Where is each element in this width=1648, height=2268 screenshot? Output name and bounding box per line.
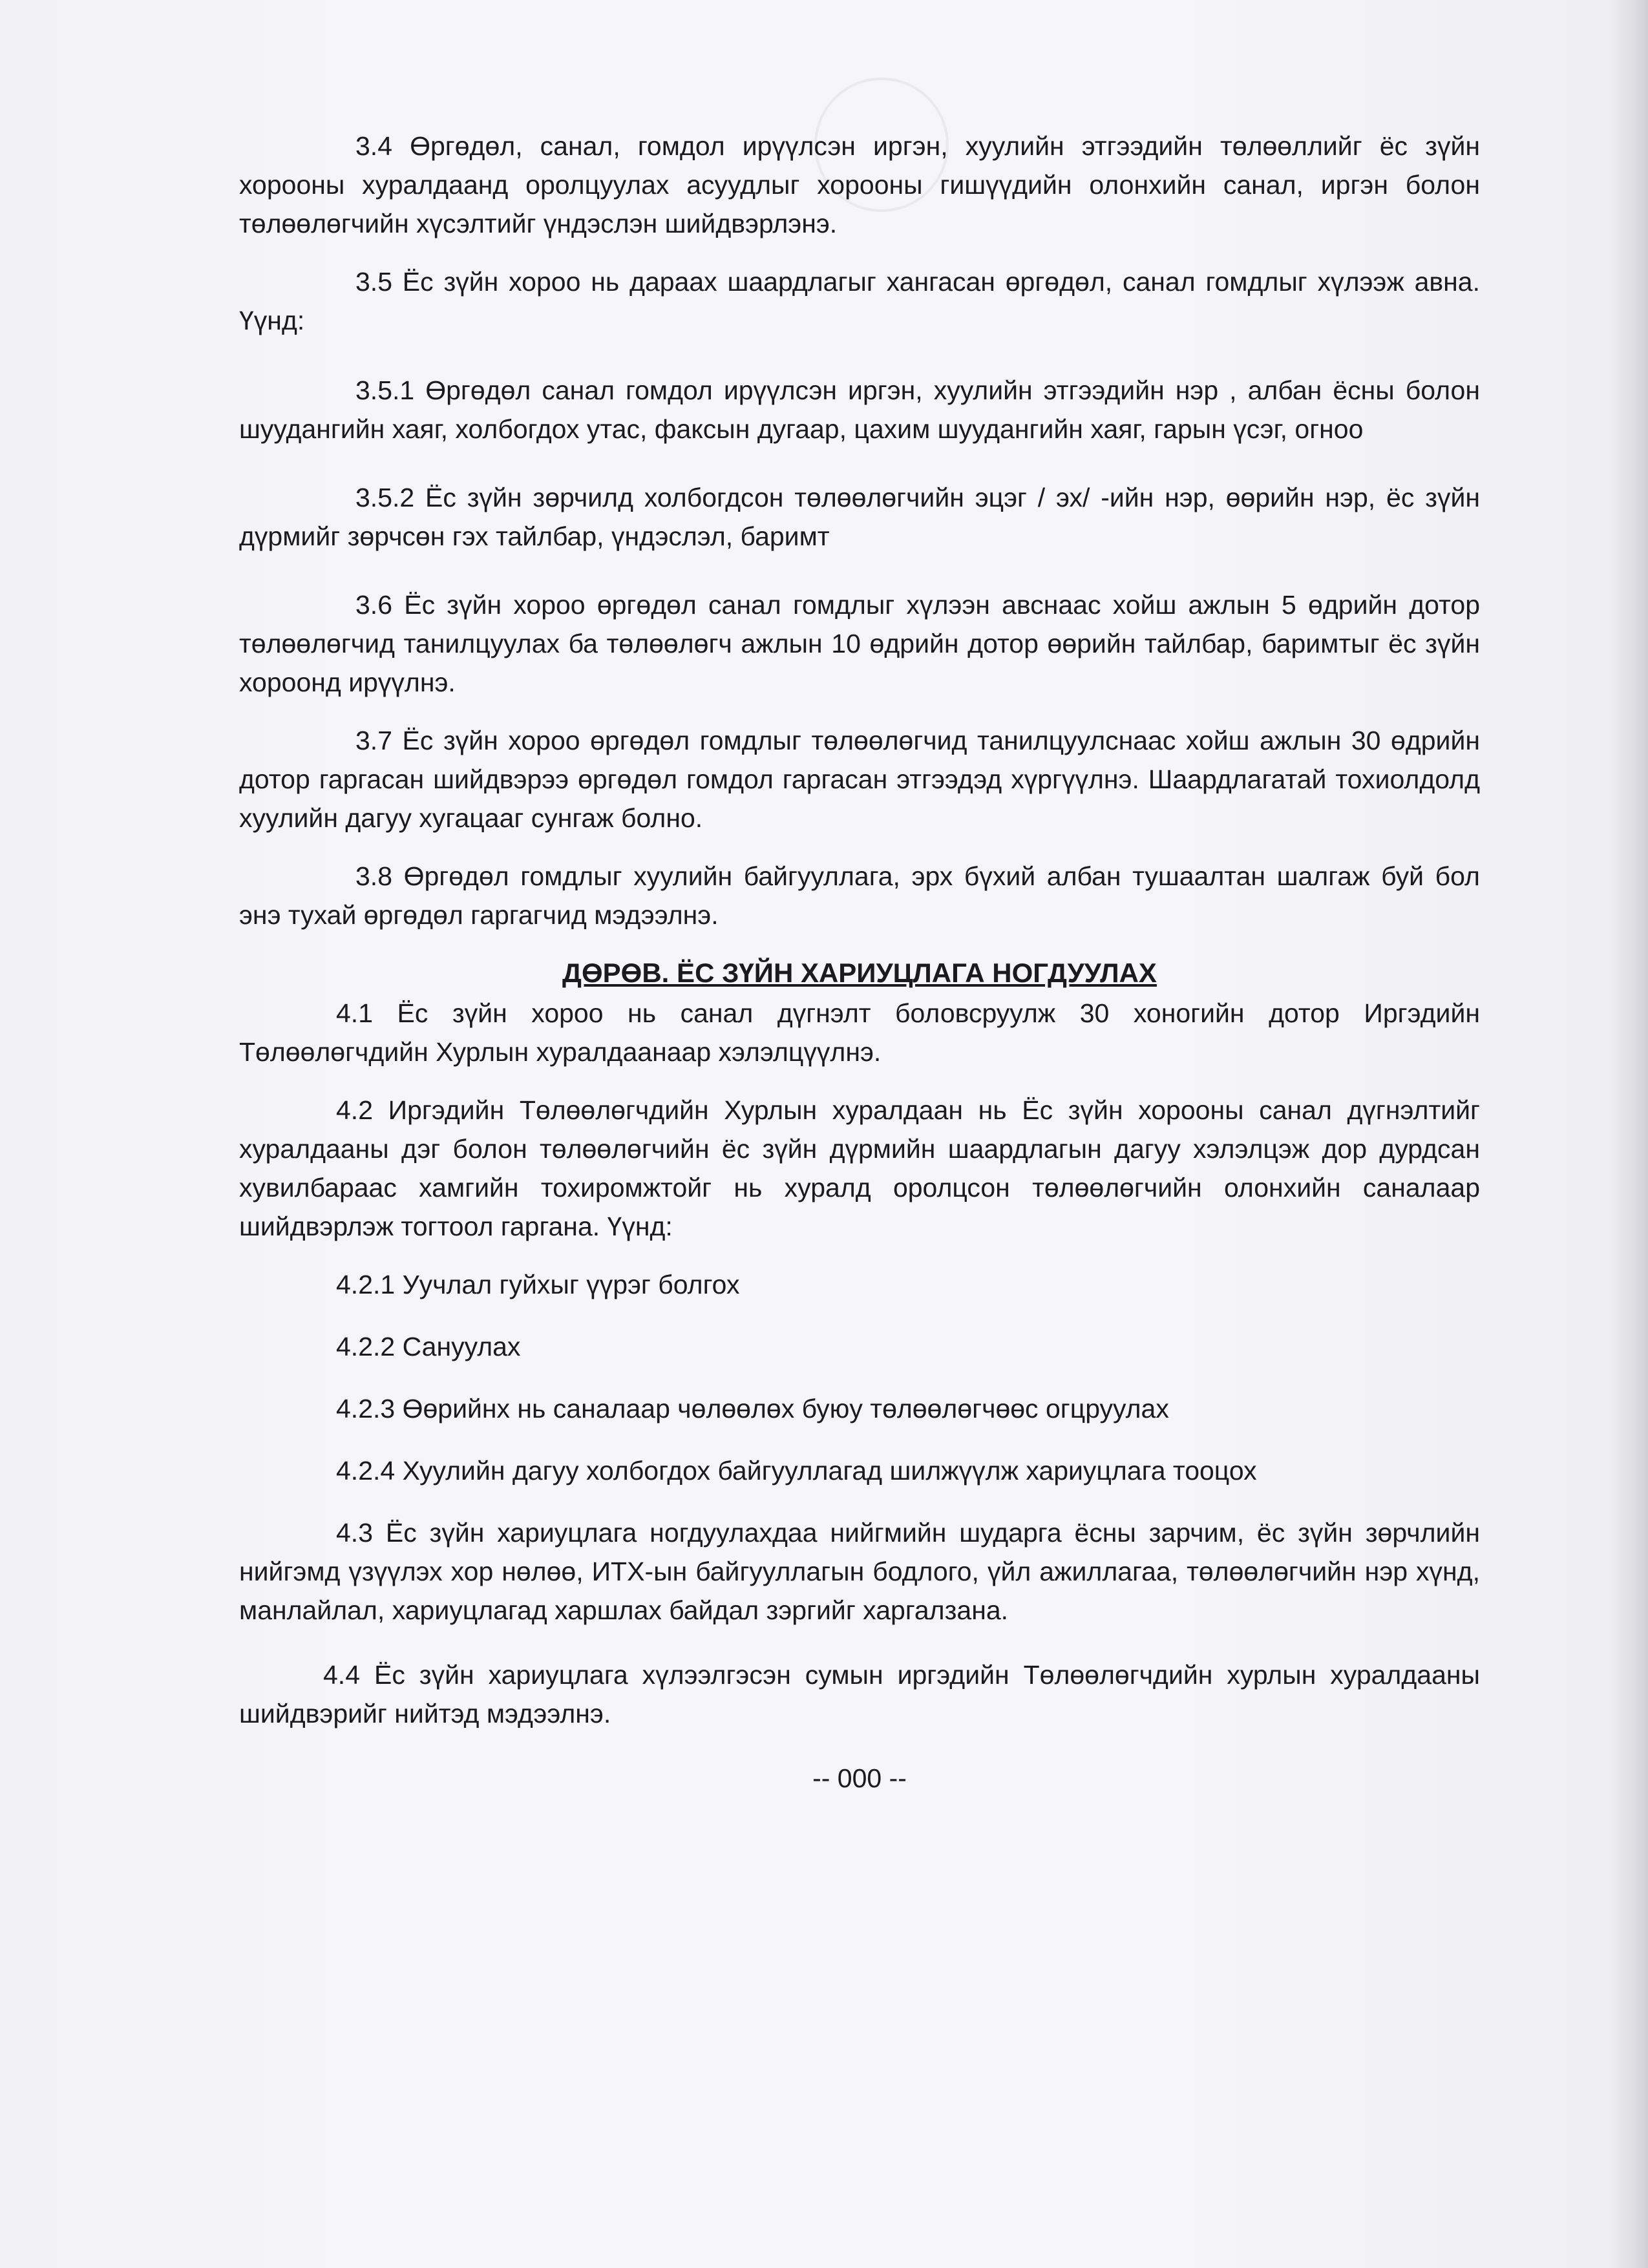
section-heading: ДӨРӨВ. ЁС ЗҮЙН ХАРИУЦЛАГА НОГДУУЛАХ <box>562 958 1157 988</box>
document-body <box>239 127 1480 1798</box>
list-item-4-2-4: 4.2.4 Хуулийн дагуу холбогдох байгууллагад шилжүүлж хариуцлага тооцох <box>336 1456 1257 1486</box>
paragraph-3-4: 3.4 Өргөдөл, санал, гомдол ирүүлсэн иргэн, хуулийн этгээдийн төлөөллийг ёс зүйн хорооны хуралдаанд оролцуулах асуудлыг хорооны гишүүдийн олонхийн санал, иргэн болон төлөөлөгчийн хүсэлтийг үндэслэн шийдвэрлэнэ. <box>239 131 1480 238</box>
paragraph-4-4: 4.4 Ёс зүйн хариуцлага хүлээлгэсэн сумын иргэдийн Төлөөлөгчдийн хурлын хуралдааны шийдвэрийг нийтэд мэдээлнэ. <box>239 1660 1480 1728</box>
paragraph-4-1: 4.1 Ёс зүйн хороо нь санал дүгнэлт боловсруулж 30 хоногийн дотор Иргэдийн Төлөөлөгчдийн Хурлын хуралдаанаар хэлэлцүүлнэ. <box>239 998 1480 1067</box>
paragraph-3-5-1: 3.5.1 Өргөдөл санал гомдол ирүүлсэн иргэн, хуулийн этгээдийн нэр , албан ёсны болон шуудангийн хаяг, холбогдох утас, факсын дугаар, цахим шуудангийн хаяг, гарын үсэг, огноо <box>239 375 1480 444</box>
paragraph-3-8: 3.8 Өргөдөл гомдлыг хуулийн байгууллага, эрх бүхий албан тушаалтан шалгаж буй бол энэ тухай өргөдөл гаргагчид мэдээлнэ. <box>239 861 1480 930</box>
paragraph-4-2: 4.2 Иргэдийн Төлөөлөгчдийн Хурлын хуралдаан нь Ёс зүйн хорооны санал дүгнэлтийг хуралдааны дэг болон төлөөлөгчийн ёс зүйн дүрмийн шаардлагын дагуу хэлэлцэж дор дурдсан хувилбараас хамгийн тохиромжтойг нь хуралд оролцсон төлөөлөгчийн олонхийн саналаар шийдвэрлэж тогтоол гаргана. Үүнд: <box>239 1095 1480 1241</box>
list-item-4-2-2: 4.2.2 Сануулах <box>336 1332 521 1361</box>
list-item-4-2-1: 4.2.1 Уучлал гуйхыг үүрэг болгох <box>336 1270 740 1299</box>
document-footer-mark: -- 000 -- <box>812 1763 907 1793</box>
paragraph-3-6: 3.6 Ёс зүйн хороо өргөдөл санал гомдлыг хүлээн авснаас хойш ажлын 5 өдрийн дотор төлөөлөгчид танилцуулах ба төлөөлөгч ажлын 10 өдрийн дотор өөрийн тайлбар, баримтыг ёс зүйн хороонд ирүүлнэ. <box>239 590 1480 697</box>
list-item-4-2-3: 4.2.3 Өөрийнх нь саналаар чөлөөлөх буюу төлөөлөгчөөс огцруулах <box>336 1394 1169 1423</box>
paragraph-3-5-2: 3.5.2 Ёс зүйн зөрчилд холбогдсон төлөөлөгчийн эцэг / эх/ -ийн нэр, өөрийн нэр, ёс зүйн дүрмийг зөрчсөн гэх тайлбар, үндэслэл, баримт <box>239 483 1480 551</box>
paragraph-3-5: 3.5 Ёс зүйн хороо нь дараах шаардлагыг хангасан өргөдөл, санал гомдлыг хүлээж авна. Үүнд: <box>239 267 1480 335</box>
paragraph-3-7: 3.7 Ёс зүйн хороо өргөдөл гомдлыг төлөөлөгчид танилцуулснаас хойш ажлын 30 өдрийн дотор гаргасан шийдвэрээ өргөдөл гомдол гаргасан этгээдэд хүргүүлнэ. Шаардлагатай тохиолдолд хуулийн дагуу хугацааг сунгаж болно. <box>239 726 1480 833</box>
page-edge-shadow <box>1609 0 1648 2268</box>
paragraph-4-3: 4.3 Ёс зүйн хариуцлага ногдуулахдаа нийгмийн шударга ёсны зарчим, ёс зүйн зөрчлийн нийгэмд үзүүлэх хор нөлөө, ИТХ-ын байгууллагын бодлого, үйл ажиллагаа, төлөөлөгчийн нэр хүнд, манлайлал, хариуцлагад харшлах байдал зэргийг харгалзана. <box>239 1518 1480 1625</box>
